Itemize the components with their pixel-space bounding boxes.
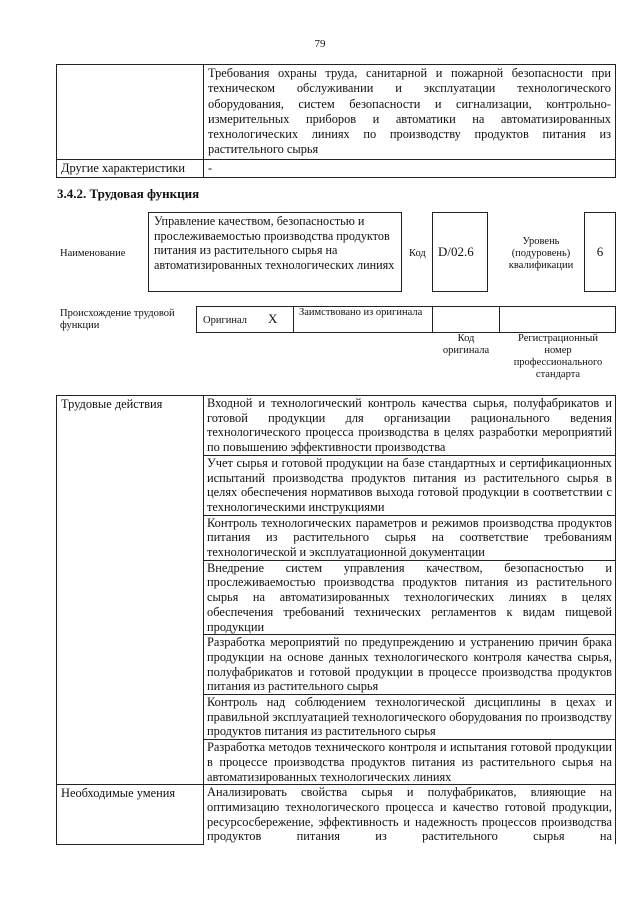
empty-label-cell (57, 65, 204, 160)
table-row (57, 159, 616, 177)
function-name-value: Управление качеством, безопасностью и прослеживаемостью производства продуктов питания из растительного сырья на автоматизированных технологических линиях (154, 214, 395, 272)
table-row (57, 785, 616, 844)
requirements-text: Требования охраны труда, санитарной и пожарной безопасности при техническом обслуживании и эксплуатации технологического оборудования, систем безопасности и сигнализации, контрольно-измерительных приборов и автоматики на автоматизированных технологических линиях по производству продуктов питания из растительного сырья (204, 65, 616, 160)
section-title: 3.4.2. Трудовая функция (57, 186, 200, 201)
level-value: 6 (596, 244, 604, 259)
skill-item: Анализировать свойства сырья и полуфабрикатов, влияющие на оптимизацию технологического процесса и качество готовой продукции, ресурсосбережение, эффективность и надежность процессов производства продуктов питания из растительного сырья на (204, 785, 616, 844)
labor-function-table (56, 395, 616, 845)
name-label: Наименование (60, 248, 126, 259)
other-characteristics-value: - (204, 159, 616, 177)
action-item: Учет сырья и готовой продукции на базе стандартных и сертификационных испытаний производства продуктов питания из растительного сырья в целях обеспечения нормативов выхода готовой продукции в соответствии с технологическими инструкциями (204, 455, 616, 515)
table-row (57, 396, 616, 456)
other-characteristics-label: Другие характеристики (57, 159, 204, 177)
origin-label: Происхождение трудовой функции (60, 308, 175, 331)
page-number: 79 (314, 38, 326, 50)
code-label: Код (409, 248, 426, 259)
action-item: Контроль над соблюдением технологической дисциплины в цехах и правильной эксплуатацией технологического оборудования по производству продуктов питания из растительного сырья (204, 695, 616, 740)
action-item: Разработка мероприятий по предупреждению и устранению причин брака продукции на основе данных технологического контроля качества сырья, полуфабрикатов и готовой продукции в процессе производства продуктов питания из растительного сырья (204, 635, 616, 695)
action-item: Внедрение систем управления качеством, безопасностью и прослеживаемостью производства продуктов питания из растительного сырья на автоматизированных технологических линиях в целях обеспечения требований технических регламентов к видам пищевой продукции (204, 560, 616, 635)
action-item: Входной и технологический контроль качества сырья, полуфабрикатов и готовой продукции для организации рационального ведения технологического процесса производства в целях разработки мероприятий по повышению эффективности производства (204, 396, 616, 456)
borrowed-label: Заимствовано из оригинала (299, 307, 423, 318)
reg-caption: Регистрационный номер профессионального стандарта (513, 333, 603, 380)
action-item: Контроль технологических параметров и режимов производства продуктов питания из растительного сырья на соответствие требованиям технологической и эксплуатационной документации (204, 515, 616, 560)
actions-label: Трудовые действия (57, 396, 204, 785)
original-mark: X (268, 311, 278, 326)
origin-reg-box (499, 306, 616, 333)
skills-label: Необходимые умения (57, 785, 204, 844)
previous-section-table (56, 64, 616, 178)
level-label: Уровень (подуровень) квалификации (508, 236, 574, 271)
original-label: Оригинал (203, 315, 247, 326)
code-caption: Код оригинала (442, 333, 490, 356)
code-value: D/02.6 (438, 244, 474, 259)
origin-code-box (432, 306, 500, 333)
action-item: Разработка методов технического контроля и испытания готовой продукции в процессе производства продуктов питания из растительного сырья на автоматизированных технологических линиях (204, 740, 616, 785)
table-row (57, 65, 616, 160)
